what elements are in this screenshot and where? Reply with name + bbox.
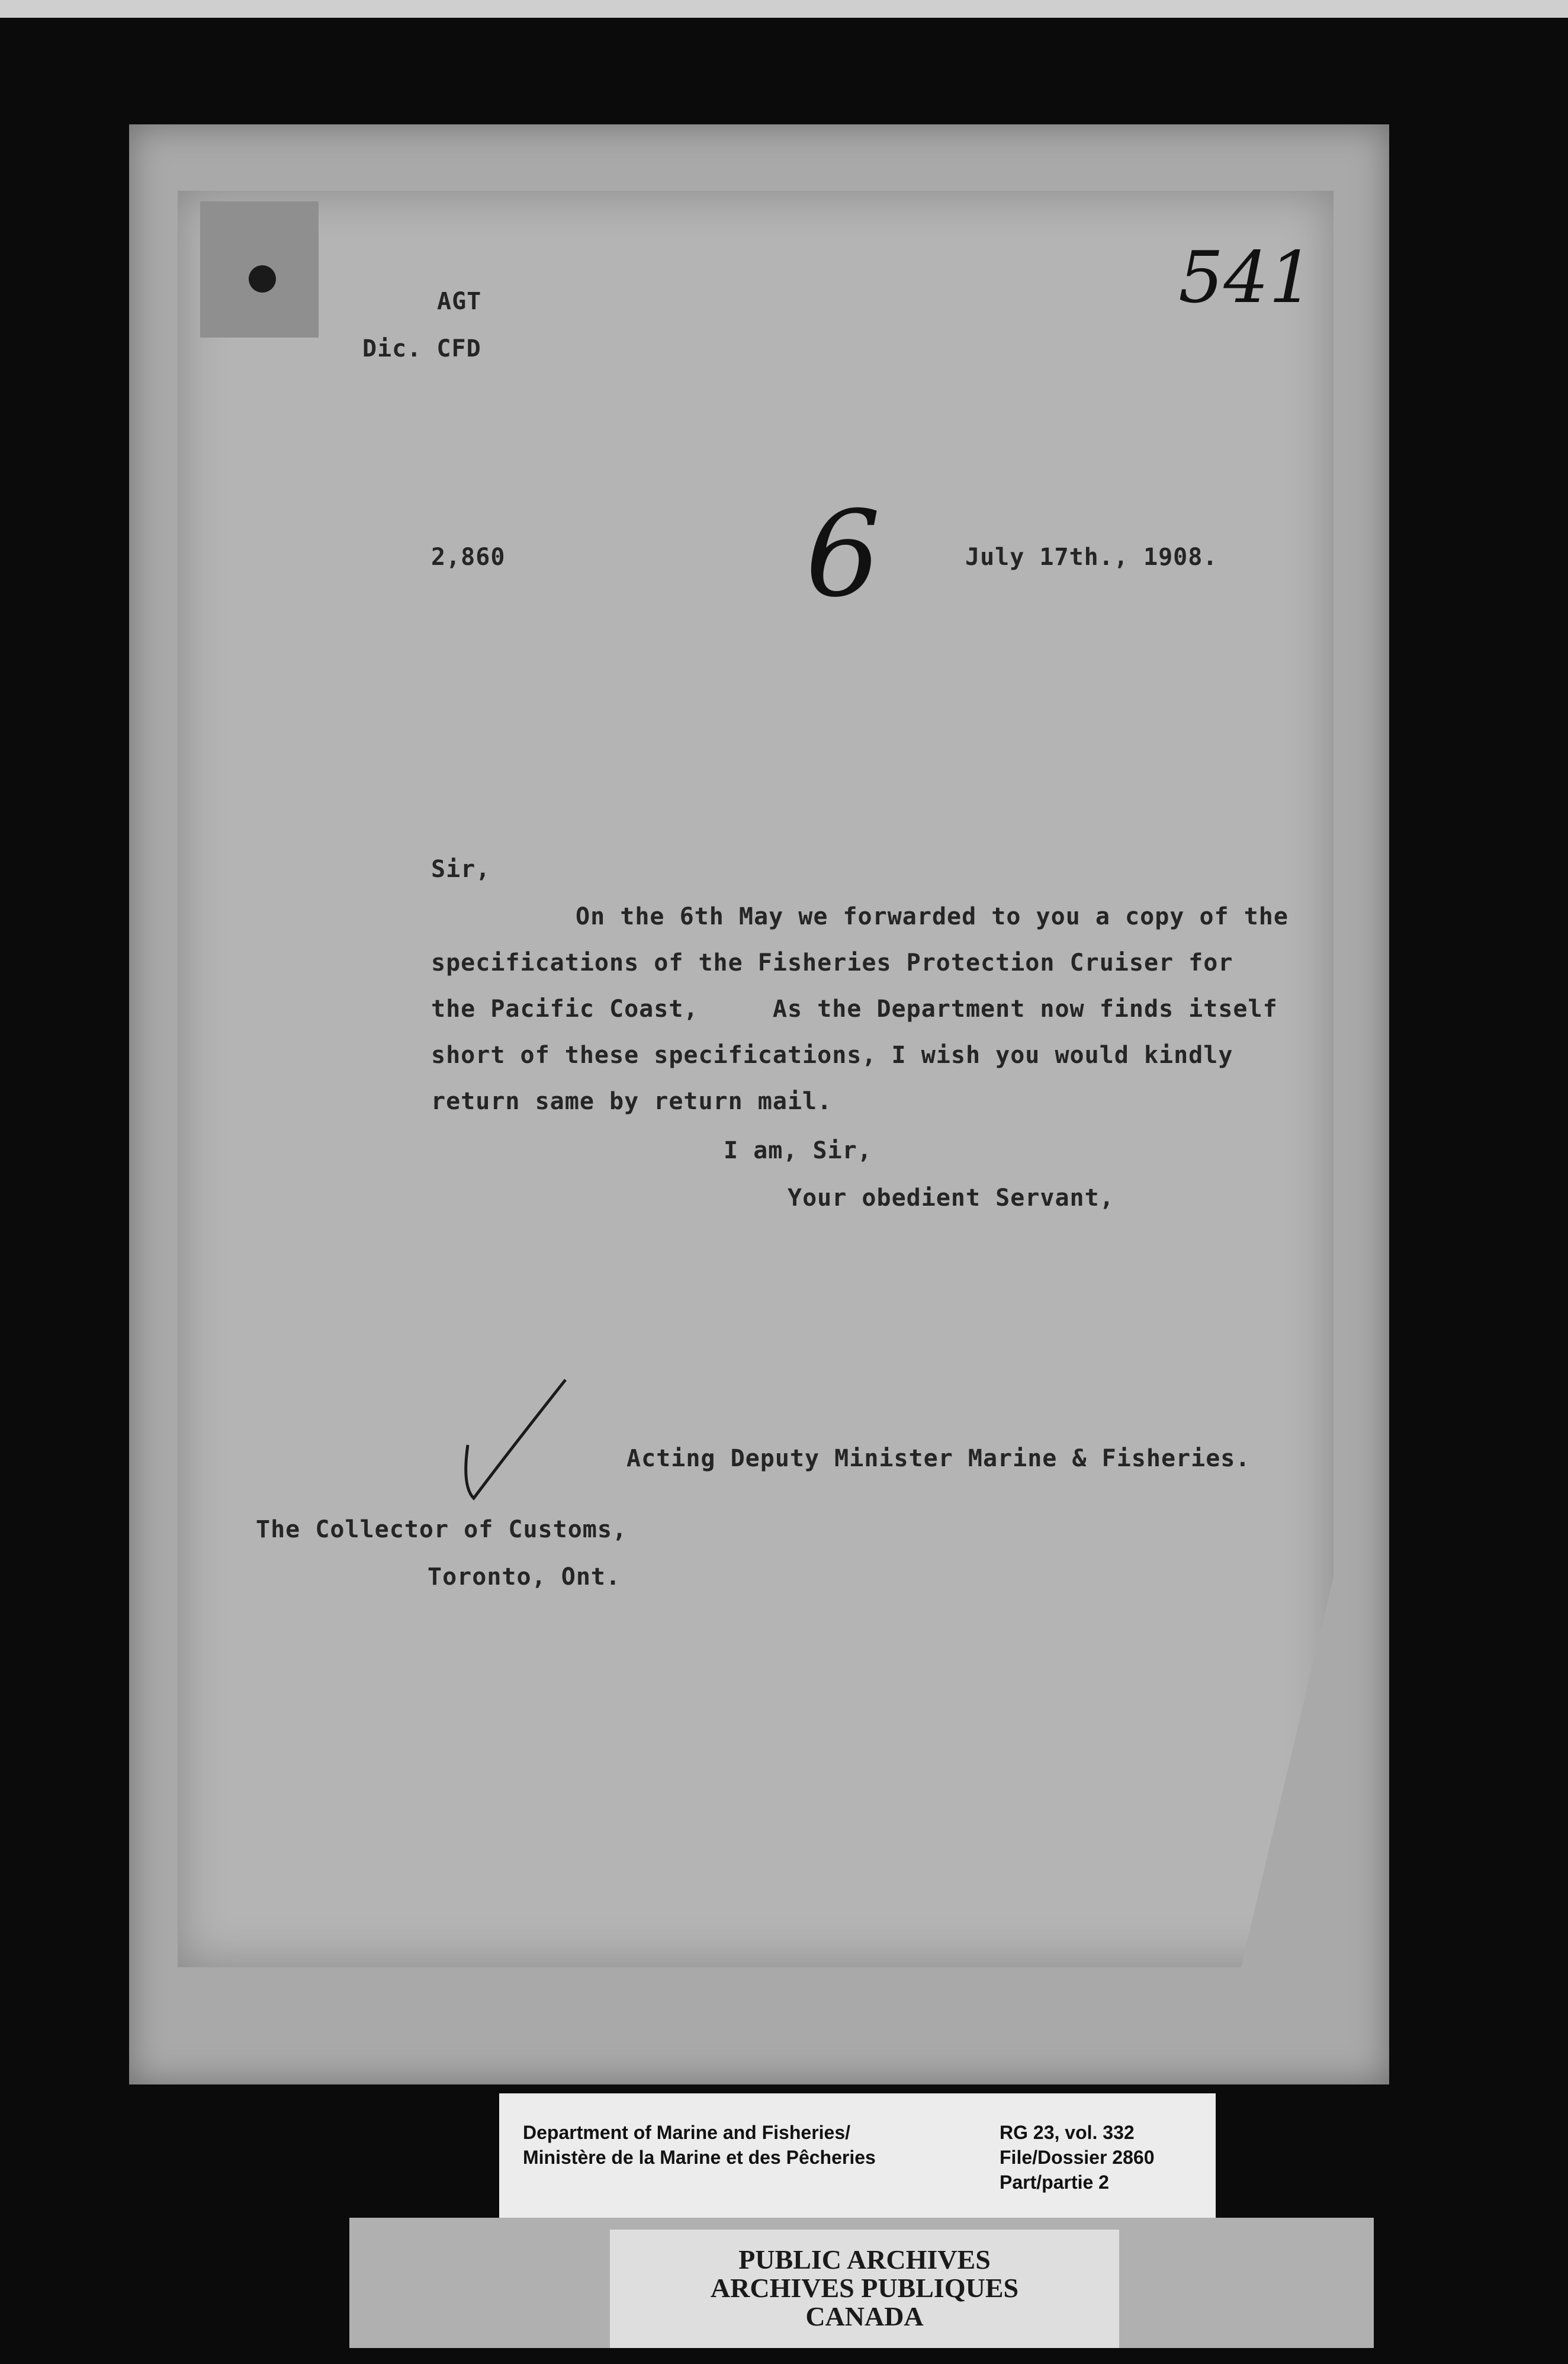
stamp-line: ARCHIVES PUBLIQUES [710, 2273, 1019, 2303]
film-edge [0, 0, 1568, 18]
page-number: 541 [1178, 237, 1315, 319]
file-number: 2,860 [431, 544, 506, 571]
stamp-line: CANADA [805, 2301, 924, 2331]
body-line: return same by return mail. [431, 1088, 833, 1115]
stamp-line: PUBLIC ARCHIVES [738, 2244, 991, 2275]
letter-date: July 17th., 1908. [965, 544, 1218, 571]
department-line: Ministère de la Marine et des Pêcheries [523, 2147, 876, 2168]
body-line: the Pacific Coast, As the Department now finds itself [431, 995, 1278, 1023]
body-line: short of these specifications, I wish you would kindly [431, 1042, 1233, 1069]
body-line: On the 6th May we forwarded to you a copy of the [576, 903, 1289, 930]
checkmark-icon [438, 1374, 580, 1510]
archive-reference-label [499, 2093, 1216, 2221]
recipient-line: The Collector of Customs, [256, 1516, 628, 1543]
public-archives-stamp [349, 2218, 1374, 2348]
reference-code-1: AGT [437, 288, 482, 315]
signature-title: Acting Deputy Minister Marine & Fisheries. [626, 1445, 1251, 1472]
stamp-plate [610, 2230, 1119, 2348]
reference-code-2: Dic. CFD [362, 335, 481, 362]
recipient-line: Toronto, Ont. [428, 1563, 621, 1591]
reference-line: RG 23, vol. 332 [1000, 2122, 1135, 2143]
reference-line: Part/partie 2 [1000, 2172, 1109, 2193]
closing-line: Your obedient Servant, [788, 1184, 1114, 1212]
salutation: Sir, [431, 856, 491, 883]
reference-line: File/Dossier 2860 [1000, 2147, 1155, 2168]
department-line: Department of Marine and Fisheries/ [523, 2122, 851, 2143]
handwritten-mark: 6 [805, 486, 881, 624]
body-line: specifications of the Fisheries Protection Cruiser for [431, 949, 1233, 977]
letter-page [178, 191, 1334, 1967]
closing-line: I am, Sir, [724, 1137, 872, 1164]
punch-hole-icon [249, 265, 276, 293]
